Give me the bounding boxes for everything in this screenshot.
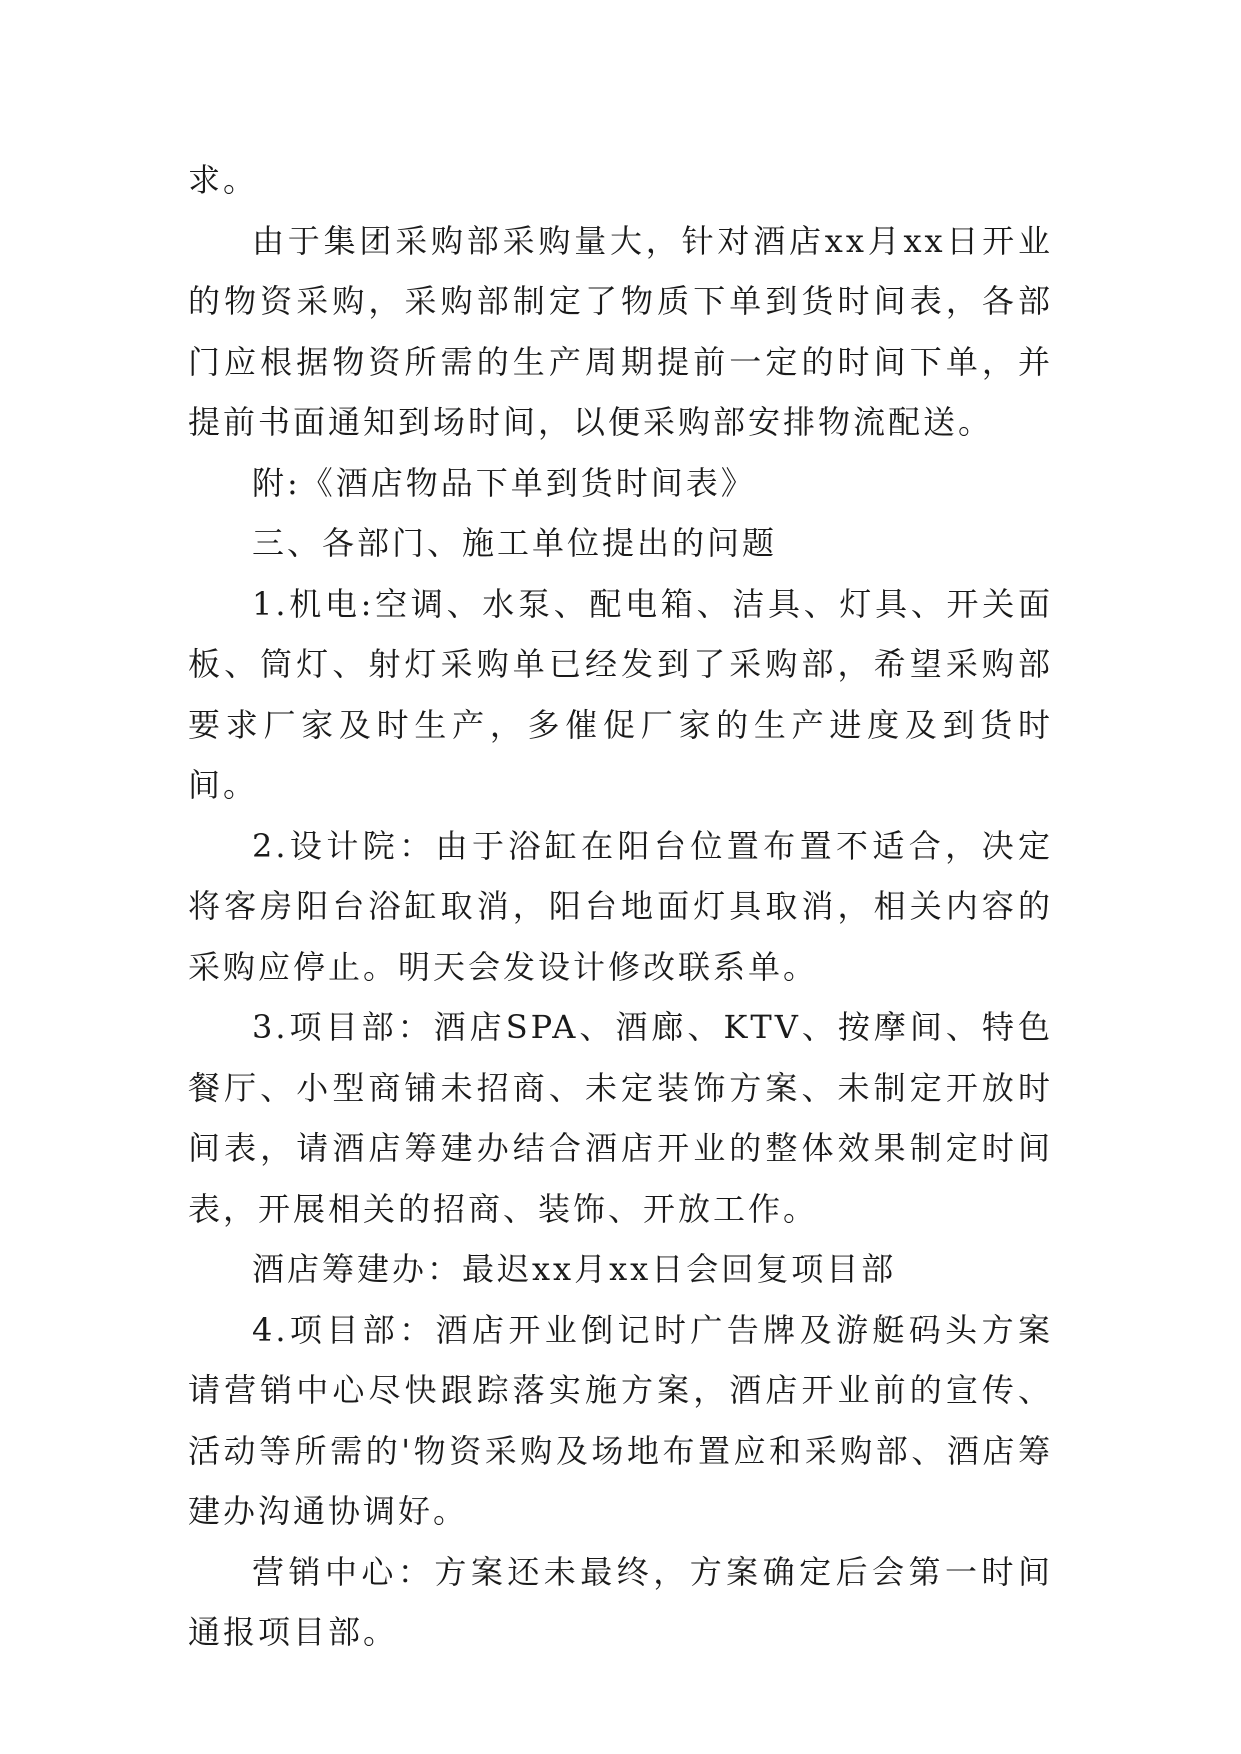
paragraph-marketing-center-reply: 营销中心：方案还未最终，方案确定后会第一时间通报项目部。 (188, 1552, 1053, 1651)
paragraph-item-1-electromechanical: 1.机电:空调、水泵、配电箱、洁具、灯具、开关面板、筒灯、射灯采购单已经发到了采购部，希望采购部要求厂家及时生产，多催促厂家的生产进度及到货时间。 (188, 584, 1053, 804)
paragraph-continuation: 求。 (188, 161, 259, 199)
paragraph-procurement-schedule: 由于集团采购部采购量大，针对酒店xx月xx日开业的物资采购，采购部制定了物质下单到货时间表，各部门应根据物资所需的生产周期提前一定的时间下单，并提前书面通知到场时间，以便采购部安排物流配送。 (188, 221, 1053, 441)
paragraph-item-4-project-department: 4.项目部：酒店开业倒记时广告牌及游艇码头方案请营销中心尽快跟踪落实施方案，酒店开业前的宣传、活动等所需的'物资采购及场地布置应和采购部、酒店筹建办沟通协调好。 (188, 1310, 1053, 1530)
paragraph-item-2-design-institute: 2.设计院：由于浴缸在阳台位置布置不适合，决定将客房阳台浴缸取消，阳台地面灯具取消，相关内容的采购应停止。明天会发设计修改联系单。 (188, 826, 1053, 986)
document-body (188, 150, 1053, 1663)
paragraph-hotel-preparation-office-reply: 酒店筹建办：最迟xx月xx日会回复项目部 (252, 1250, 897, 1288)
section-heading-issues: 三、各部门、施工单位提出的问题 (252, 524, 778, 562)
paragraph-attachment: 附:《酒店物品下单到货时间表》 (252, 463, 756, 502)
paragraph-item-3-project-department: 3.项目部：酒店SPA、酒廊、KTV、按摩间、特色餐厅、小型商铺未招商、未定装饰方案、未制定开放时间表，请酒店筹建办结合酒店开业的整体效果制定时间表，开展相关的招商、装饰、开放工作。 (188, 1008, 1053, 1228)
